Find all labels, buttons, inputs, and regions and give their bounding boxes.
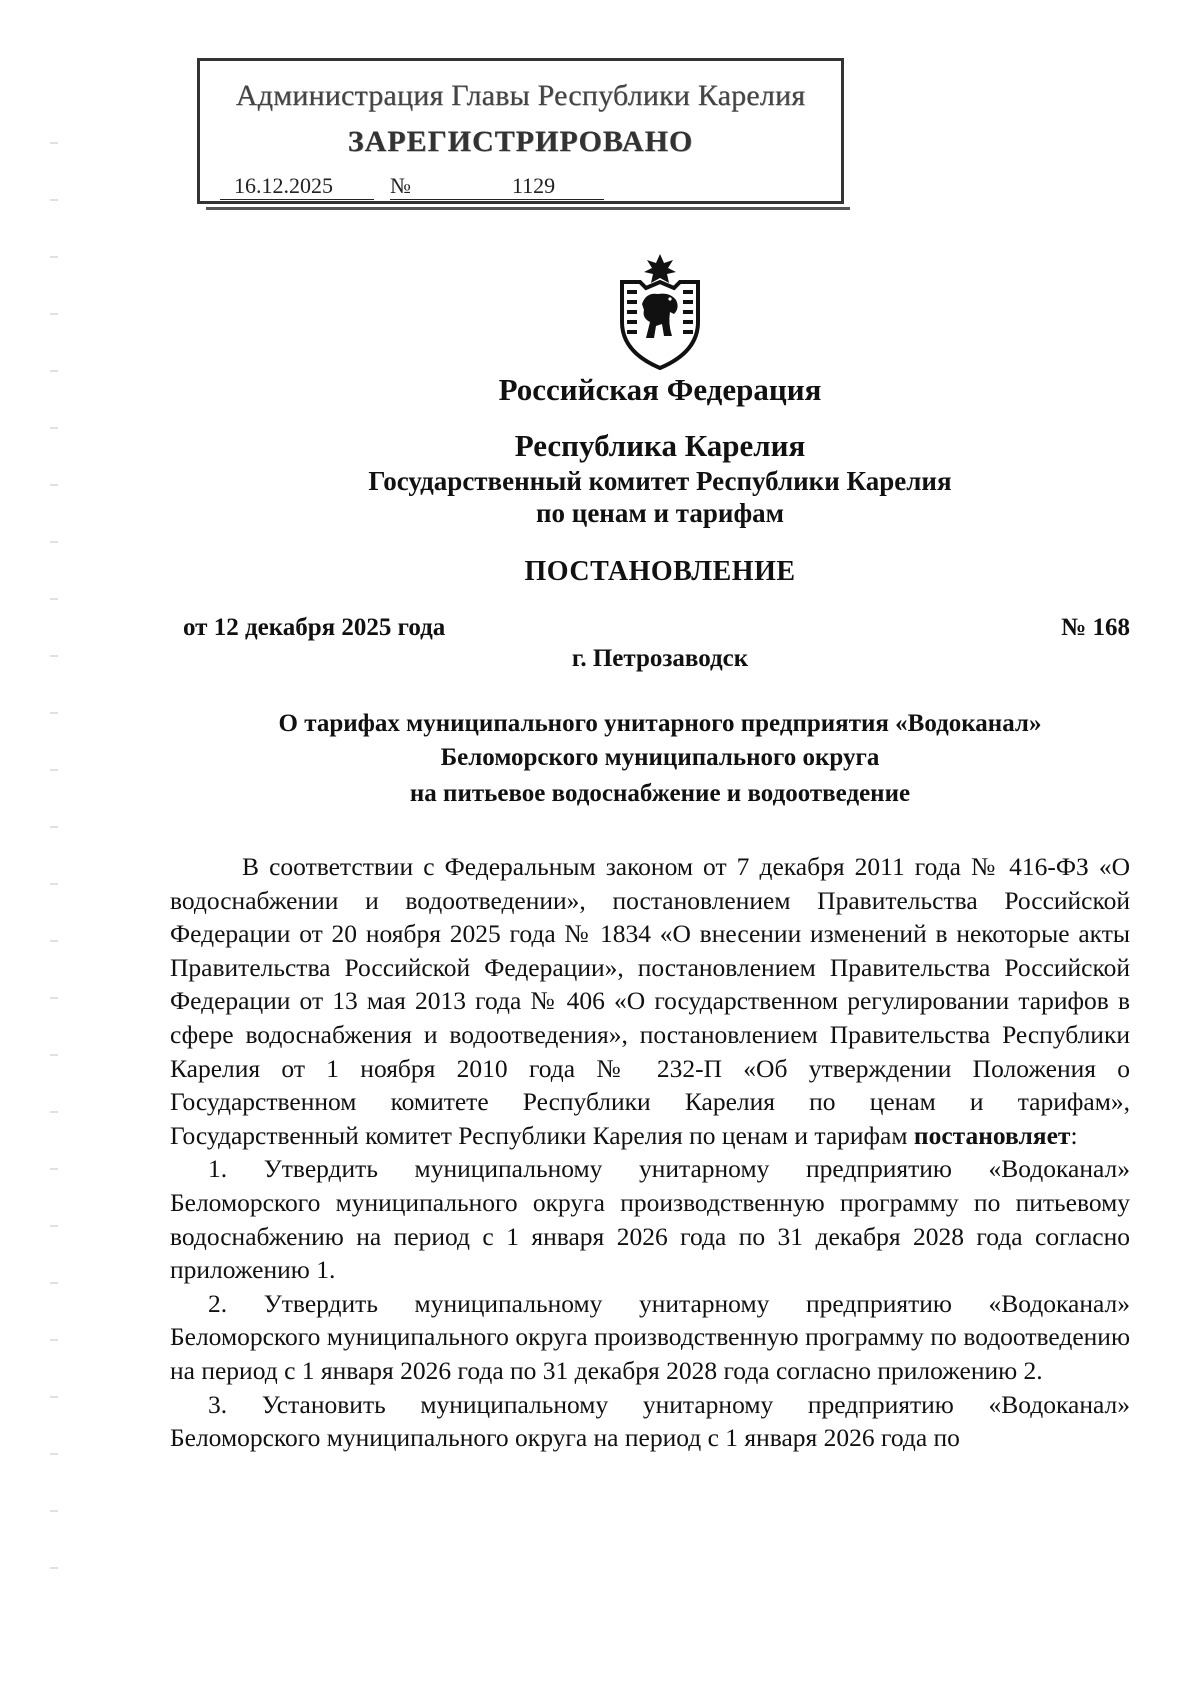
header-committee-line2: по ценам и тарифам [535,498,785,528]
resolution-item-2: 2. Утвердить муниципальному унитарному предприятию «Водоканал» Беломорского муниципального округа производственную программу по водоотведению на период с 1 января 2026 года по 31 декабря 2028 года согласно приложению 2. [170,1288,1130,1385]
document-type: ПОСТАНОВЛЕНИЕ [524,556,796,587]
header-republic: Республика Карелия [514,428,806,463]
stamp-number-label: № [390,173,424,200]
stamp-date: 16.12.2025 [220,173,374,200]
resolves-punct: : [1070,1120,1078,1150]
subject-line1: О тарифах муниципального унитарного предприятия «Водоканал» [278,710,1042,737]
preamble-paragraph [170,850,1130,1152]
karelia-coat-of-arms-icon [610,252,710,370]
preamble-text: В соответствии с Федеральным законом от 7 декабря 2011 года № 416-ФЗ «О водоснабжении и водоотведении», постановлением Правительства Российской Федерации от 20 ноября 2025 года № 1834 «О внесении изменений в некоторые акты Правительства Российской Федерации», постановлением Правительства Российской Федерации от 13 мая 2013 года № 406 «О государственном регулировании тарифов в сфере водоснабжения и водоотведения», постановлением Правительства Республики Карелия от 1 ноября 2010 года № 232-П «Об утверждении Положения о Государственном комитете Республики Карелия по ценам и тарифам», Государственный комитет Республики Карелия по ценам и тарифам [170,852,1130,1150]
document-number: № 168 [1061,614,1130,641]
document-city: г. Петрозаводск [571,645,749,672]
stamp-status: ЗАРЕГИСТРИРОВАНО [347,125,694,158]
scan-edge-artifact [50,120,58,1620]
stamp-registration-line [220,173,604,200]
header-committee-line1: Государственный комитет Республики Карелия [368,466,952,496]
subject-line3: на питьевое водоснабжение и водоотведение [409,780,911,807]
stamp-number: 1129 [424,173,604,200]
resolution-item-3: 3. Установить муниципальному унитарному предприятию «Водоканал» Беломорского муниципального округа на период с 1 января 2026 года по [170,1389,1130,1453]
registration-stamp [197,58,844,204]
resolution-item-1: 1. Утвердить муниципальному унитарному предприятию «Водоканал» Беломорского муниципального округа производственную программу по питьевому водоснабжению на период с 1 января 2026 года по 31 декабря 2028 года согласно приложению 1. [170,1154,1130,1285]
document-body [170,850,1130,1455]
subject-line2: Беломорского муниципального округа [440,744,880,771]
resolves-word: постановляет [913,1120,1071,1150]
document-date: от 12 декабря 2025 года [183,614,446,641]
header-country: Российская Федерация [498,372,822,407]
stamp-organization: Администрация Главы Республики Карелия [235,79,806,112]
